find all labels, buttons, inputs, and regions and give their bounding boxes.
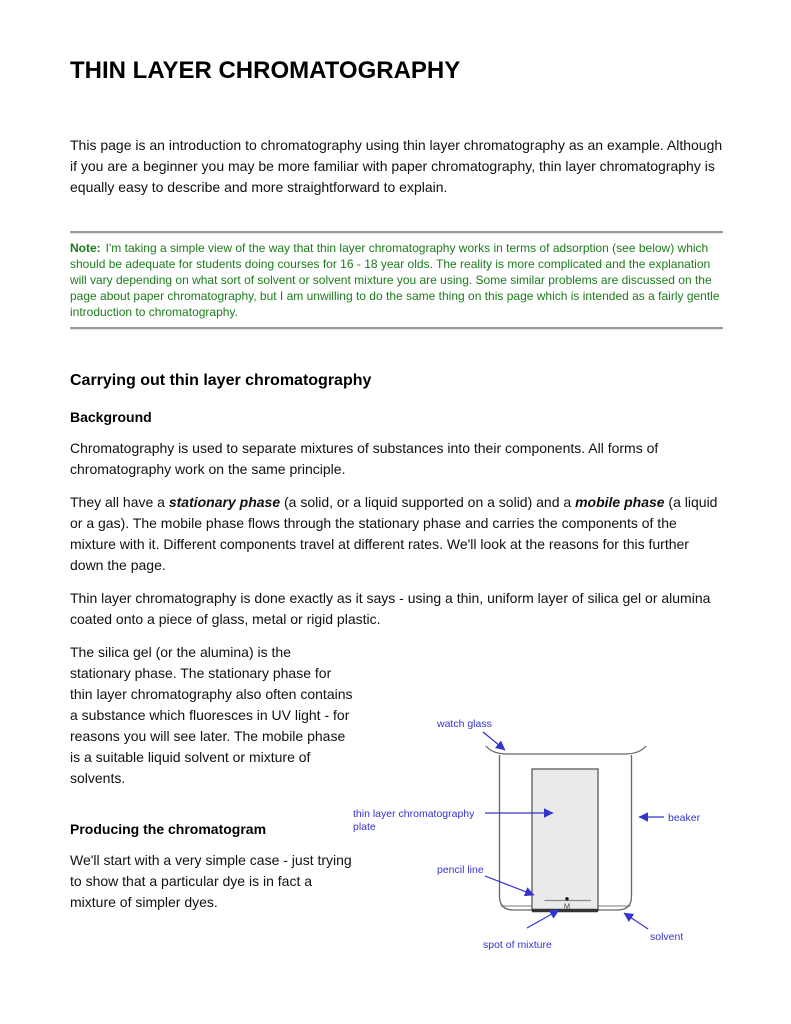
watch-glass-arrow — [483, 732, 505, 750]
mobile-phase-term: mobile phase — [575, 494, 665, 510]
intro-paragraph: This page is an introduction to chromatography using thin layer chromatography as an example. Although if you are a beginner you may be more familiar with paper chromatography, thin layer chromatography is equally easy to describe and more straightforward to explain. — [70, 137, 723, 195]
divider-bottom — [70, 327, 723, 330]
divider-top — [70, 231, 723, 234]
spot-of-mixture-label: spot of mixture — [483, 939, 552, 951]
stationary-phase-term: stationary phase — [168, 494, 281, 510]
spot-marker-label: M — [563, 901, 571, 911]
beaker-diagram — [353, 686, 723, 958]
beaker-label: beaker — [668, 812, 701, 824]
note-block — [70, 240, 723, 320]
watch-glass-shape — [486, 746, 646, 754]
background-heading: Background — [70, 409, 152, 425]
tlc-plate — [532, 769, 598, 911]
page-title: THIN LAYER CHROMATOGRAPHY — [70, 57, 461, 84]
silica-text: The silica gel (or the alumina) is the stationary phase. The stationary phase for thin layer chromatography also often contains a substance which fluoresces in UV light - for reasons you will see later. The mobile phase is a suitable liquid solvent or mixture of solvents. — [70, 644, 353, 786]
spot-arrow — [527, 910, 559, 928]
note-label: Note: — [70, 241, 101, 255]
pencil-line-arrow — [485, 876, 534, 895]
plate-label-line1: thin layer chromatography — [353, 808, 475, 820]
watch-glass-label: watch glass — [437, 718, 492, 730]
mixture-spot — [565, 897, 568, 900]
phases-part3: (a liquid or a gas). The mobile phase flows through the stationary phase and carries the components of the mixture with it. Different components travel at different rates. We'll look at the reasons for this further down the page. — [70, 494, 718, 573]
phases-part2: (a solid, or a liquid supported on a solid) and a — [280, 494, 576, 510]
paragraph-phases — [70, 492, 723, 576]
paragraph-simple-case: We'll start with a very simple case - just trying to show that a particular dye is in fact a mixture of simpler dyes. — [70, 852, 352, 910]
paragraph-tlc: Thin layer chromatography is done exactly as it says - using a thin, uniform layer of silica gel or alumina coated onto a piece of glass, metal or rigid plastic. — [70, 590, 711, 627]
solvent-arrow — [624, 913, 648, 929]
beaker-diagram-svg — [353, 710, 723, 958]
note-text: I'm taking a simple view of the way that thin layer chromatography works in terms of adsorption (see below) which should be adequate for students doing courses for 16 - 18 year olds. The reality is more complicated and the explanation will vary depending on what sort of solvent or solvent mixture you are using. Some similar problems are discussed on the page about paper chromatography, but I am unwilling to do the same thing on this page which is intended as a fairly gentle introduction to chromatography. — [70, 241, 720, 319]
producing-heading: Producing the chromatogram — [70, 821, 267, 837]
section-heading: Carrying out thin layer chromatography — [70, 372, 372, 389]
pencil-line-label: pencil line — [437, 864, 484, 876]
solvent-label: solvent — [650, 931, 684, 943]
plate-label-line2: plate — [353, 821, 376, 833]
phases-part1: They all have a — [70, 494, 169, 510]
paragraph-principle: Chromatography is used to separate mixtures of substances into their components. All forms of chromatography work on the same principle. — [70, 440, 659, 477]
